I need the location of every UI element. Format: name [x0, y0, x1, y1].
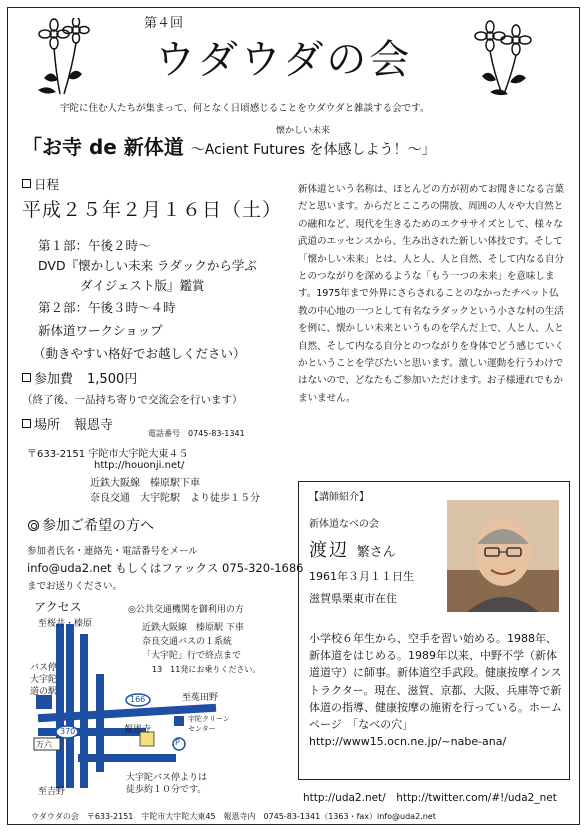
map-pt-4: 13 11発にお乗りください。 [152, 665, 261, 674]
map-route166: 166 [130, 695, 146, 704]
map-pt-1: 近鉄大阪線 榛原駅 下車 [142, 623, 244, 633]
map-note-2: 徒歩約１０分です。 [126, 785, 207, 795]
event-description: 新体道という名称は、ほとんどの方が初めてお聞きになる言葉だと思います。からだとこころの開放、周囲の人々や大自然との融和など、現代を生きるためのエクササイズとして、様々な武道のエッセンスから、生み出された新しい体技です。そして「懐かしい未来」とは、人と人、人と自然、そして内なる自分とのつながりを深めるような「もう一つの未来」を意味します。1975年まで外界にさらされることのなかったチベット仏教の中心地の一つとして有名なラダックという小さな村の生活を例に、懐かしい未来というものを学んだ上で、人と人、人と自然、そして内なる自分とのつながりを身体でどう感じていくかということを学びたいと思います。激しい運動を行うわけではないので、どなたもご参加いただけます。お子様連れでもかまいません。 [298, 184, 564, 404]
map-parking: P [175, 738, 180, 747]
fee-amount: 1,500円 [87, 372, 138, 387]
footer-urls[interactable]: http://uda2.net/ http://twitter.com/#!/uda2_net [303, 792, 557, 804]
lecturer-photo [447, 500, 559, 612]
event-title-main: 「お寺 de 新体道 [22, 135, 184, 159]
apply-line-2: info@uda2.net もしくはファックス 075-320-1686 [27, 561, 304, 575]
edition-label: 第４回 [144, 16, 184, 31]
schedule-heading: 日程 [22, 175, 59, 193]
map-bus-stop: バス停 [30, 663, 58, 673]
checkbox-icon [22, 373, 31, 382]
lecturer-name: 渡辺 繁さん [309, 540, 396, 561]
map-to-yoshino: 至吉野 [38, 787, 66, 797]
map-manroku: 万六 [36, 740, 52, 749]
schedule-line: （動きやすい格好でお越しください） [33, 346, 246, 361]
venue-line: 場所 報恩寺 [22, 414, 113, 433]
access-map [22, 598, 292, 798]
lecturer-bio: 小学校６年生から、空手を習い始める。1988年、新体道をはじめる。1989年以来、中野不学（新体道道守）に師事。新体道空手武段。健康按摩インストラクター。現在、滋賀、京都、大阪、兵庫等で新体道の指導、健康按摩の施術を行っている。ホームページ 「なべの穴」 http://www15.ocn.ne.jp/~nabe-ana/ [309, 632, 562, 749]
schedule-line: 第２部：午後３時～４時 [38, 300, 176, 315]
page-title: ウダウダの会 [155, 37, 413, 83]
lecturer-location: 滋賀県栗東市在住 [309, 592, 397, 605]
venue-url[interactable]: http://houonji.net/ [94, 460, 185, 471]
map-clean-center-2: センター [188, 725, 216, 733]
map-to-sakurai: 至桜井・榛原 [38, 619, 93, 629]
lecturer-born: 1961年３月１１日生 [309, 570, 414, 583]
venue-tel: 電話番号 0745-83-1341 [148, 429, 245, 438]
lecturer-box [298, 481, 570, 780]
map-to-uda-noda: 至菟田野 [182, 693, 219, 703]
map-route370: 370 [60, 727, 76, 736]
schedule-line: ダイジェスト版』鑑賞 [80, 278, 205, 293]
lecturer-url[interactable]: http://www15.ocn.ne.jp/~nabe-ana/ [309, 735, 507, 749]
footer-organization: ウダウダの会 〒633-2151 宇陀市大宇陀大東45 報恩寺内 0745-83-1341（1363・fax）info@uda2.net [31, 812, 436, 821]
fee-note: （終了後、一品持ち寄りで交流会を行います） [22, 394, 243, 406]
map-houonji: 報恩寺 [124, 725, 152, 735]
flower-right-icon [468, 18, 538, 96]
apply-heading: 参加ご希望の方へ [28, 515, 154, 535]
portrait-icon [447, 500, 559, 612]
lecturer-tag: 【講師紹介】 [309, 492, 369, 503]
map-public-transport: ◎公共交通機関を御利用の方 [128, 605, 244, 615]
map-note-1: 大宇陀バス停よりは [126, 773, 208, 783]
event-title [22, 126, 436, 160]
venue-address: 〒633-2151 宇陀市大宇陀大東４５ [27, 449, 189, 460]
lecturer-org: 新体道なべの会 [309, 519, 379, 530]
checkbox-icon [22, 419, 31, 428]
event-title-sub: ～Acient Futures を体感しよう！～」 [190, 142, 436, 158]
map-pt-3: 「大宇陀」行で終点まで [142, 651, 242, 661]
venue-access-bus: 奈良交通 大宇陀駅 より徒歩１５分 [90, 493, 260, 504]
event-date: 平成２５年２月１６日（土） [22, 199, 283, 221]
schedule-line: DVD『懐かしい未来 ラダックから学ぶ [38, 258, 257, 273]
bus-stop-marker [36, 695, 52, 709]
map-michinoeki-2: 道の駅 [30, 687, 58, 697]
map-michinoeki-1: 大宇陀 [30, 675, 58, 685]
venue-name: 報恩寺 [74, 418, 114, 433]
apply-line-3: までお送りください。 [27, 581, 123, 592]
circle-bullet-icon [28, 520, 39, 531]
apply-line-1: 参加者氏名・連絡先・電話番号をメール [27, 546, 198, 557]
schedule-line: 新体道ワークショップ [38, 323, 163, 338]
clean-center-marker [174, 716, 184, 726]
intro-text: 宇陀に住む人たちが集まって、何となく日頃感じることをウダウダと雑談する会です。 [60, 103, 430, 114]
checkbox-icon [22, 179, 31, 188]
map-access-label: アクセス [34, 600, 82, 614]
event-title-ruby: 懐かしい未来 [276, 126, 331, 136]
fee-line: 参加費 1,500円 [22, 368, 137, 387]
schedule-line: 第１部：午後２時～ [38, 238, 151, 253]
flower-left-icon [34, 18, 96, 96]
map-pt-2: 奈良交通バスの１系統 [142, 637, 233, 647]
map-clean-center-1: 宇陀クリーン [188, 715, 230, 723]
venue-access-train: 近鉄大阪線 榛原駅下車 [90, 478, 200, 489]
